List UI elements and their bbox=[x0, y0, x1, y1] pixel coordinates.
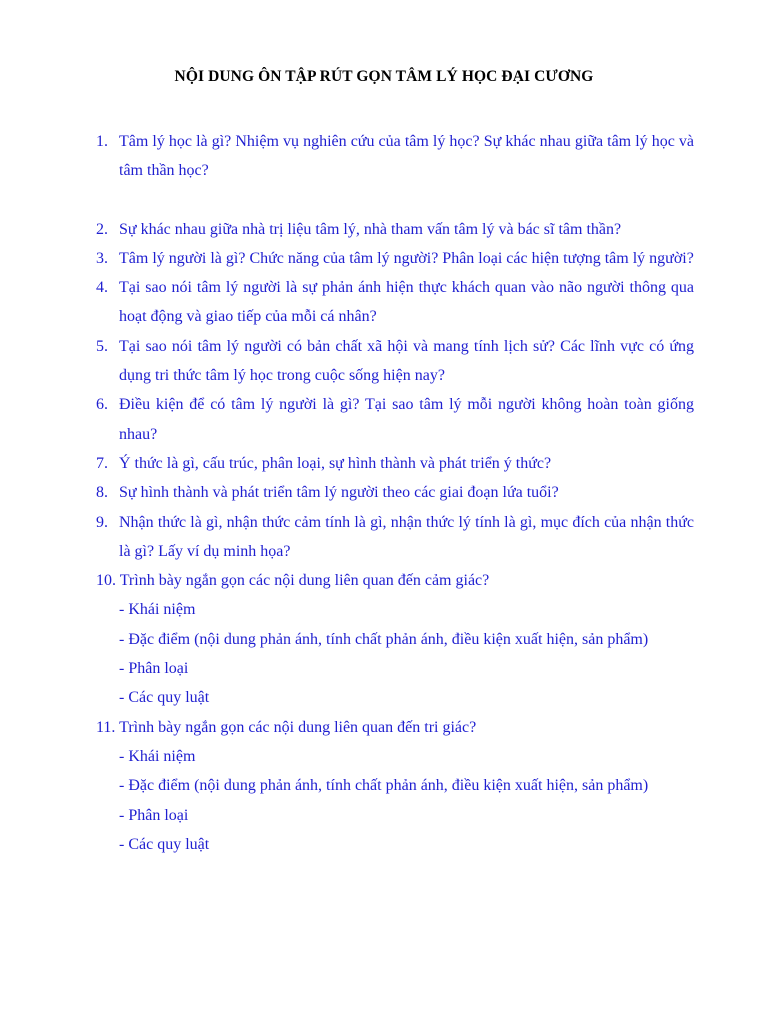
list-item bbox=[96, 273, 694, 332]
list-item bbox=[96, 215, 694, 244]
item-number: 9. bbox=[96, 513, 108, 531]
list-item bbox=[96, 508, 694, 567]
item-number: 10. bbox=[96, 572, 116, 590]
list-item bbox=[96, 244, 694, 273]
item-text: Trình bày ngắn gọn các nội dung liên quan đến cảm giác? bbox=[119, 572, 490, 590]
item-number: 7. bbox=[96, 454, 108, 472]
item-number: 4. bbox=[96, 279, 108, 297]
item-text: Tại sao nói tâm lý người có bản chất xã hội và mang tính lịch sử? Các lĩnh vực có ứng dụng tri thức tâm lý học trong cuộc sống hiện nay? bbox=[119, 337, 694, 385]
item-text: Tâm lý học là gì? Nhiệm vụ nghiên cứu của tâm lý học? Sự khác nhau giữa tâm lý học và tâm thần học? bbox=[119, 133, 694, 180]
item-number: 3. bbox=[96, 249, 108, 267]
item-number: 6. bbox=[96, 396, 108, 414]
sub-item: - Các quy luật bbox=[119, 835, 210, 853]
list-item bbox=[96, 713, 694, 742]
sub-item: - Đặc điểm (nội dung phản ánh, tính chất phản ánh, điều kiện xuất hiện, sản phẩm) bbox=[119, 630, 649, 648]
item-number: 2. bbox=[96, 220, 108, 238]
item-text: Điều kiện để có tâm lý người là gì? Tại sao tâm lý mỗi người không hoàn toàn giống nhau? bbox=[119, 396, 694, 443]
item-text: Sự hình thành và phát triển tâm lý người theo các giai đoạn lứa tuổi? bbox=[119, 484, 559, 502]
item-number: 8. bbox=[96, 484, 108, 502]
item-text: Trình bày ngắn gọn các nội dung liên quan đến tri giác? bbox=[119, 718, 477, 736]
item-number: 5. bbox=[96, 337, 108, 355]
list-item bbox=[96, 566, 694, 595]
list-item bbox=[96, 332, 694, 391]
item-text: Sự khác nhau giữa nhà trị liệu tâm lý, nhà tham vấn tâm lý và bác sĩ tâm thần? bbox=[119, 220, 622, 238]
list-item bbox=[96, 127, 694, 186]
sub-item: - Các quy luật bbox=[119, 689, 210, 707]
sub-item: - Khái niệm bbox=[119, 747, 196, 765]
sub-item: - Phân loại bbox=[119, 660, 189, 678]
sub-item: - Đặc điểm (nội dung phản ánh, tính chất phản ánh, điều kiện xuất hiện, sản phẩm) bbox=[119, 777, 649, 795]
item-number: 11. bbox=[96, 718, 116, 736]
item-number: 1. bbox=[96, 133, 108, 150]
list-item bbox=[96, 390, 694, 449]
document-title: NỘI DUNG ÔN TẬP RÚT GỌN TÂM LÝ HỌC ĐẠI CƯƠNG bbox=[174, 68, 594, 85]
question-list bbox=[96, 127, 694, 859]
list-item bbox=[96, 449, 694, 478]
sub-item: - Khái niệm bbox=[119, 601, 196, 619]
item-text: Tại sao nói tâm lý người là sự phản ánh hiện thực khách quan vào não người thông qua hoạt động và giao tiếp của mỗi cá nhân? bbox=[119, 279, 694, 326]
item-text: Ý thức là gì, cấu trúc, phân loại, sự hình thành và phát triển ý thức? bbox=[119, 454, 552, 472]
list-item bbox=[96, 478, 694, 507]
item-text: Tâm lý người là gì? Chức năng của tâm lý người? Phân loại các hiện tượng tâm lý người? bbox=[119, 249, 694, 267]
sub-item: - Phân loại bbox=[119, 806, 189, 824]
item-text: Nhận thức là gì, nhận thức cảm tính là gì, nhận thức lý tính là gì, mục đích của nhận thức là gì? Lấy ví dụ minh họa? bbox=[119, 513, 694, 560]
